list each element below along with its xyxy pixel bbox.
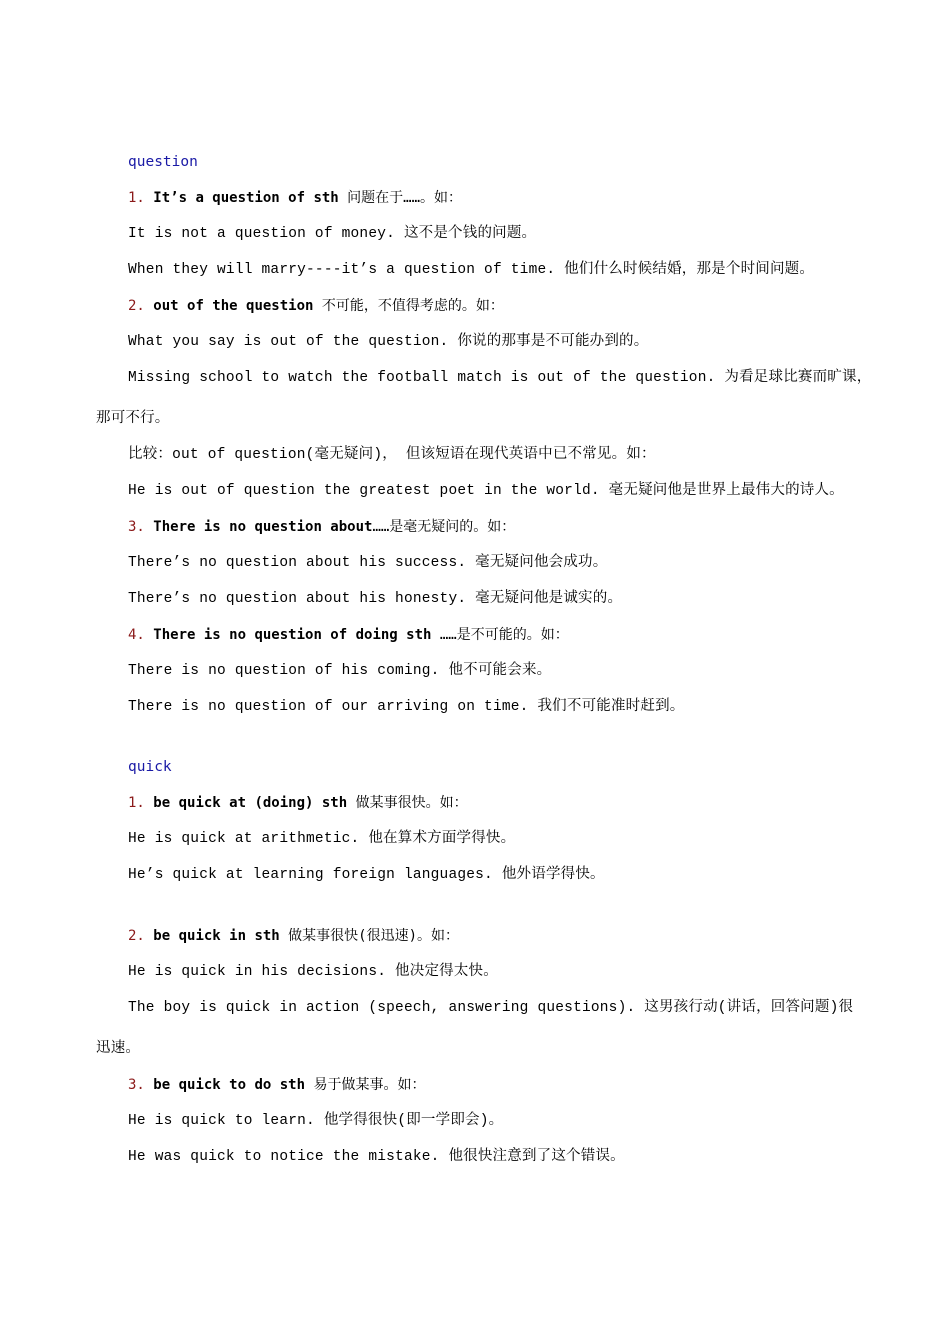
entry-meaning: 做某事很快。如： <box>347 795 468 811</box>
entry-quick-3 <box>128 1075 868 1095</box>
example-sentence: When they will marry----it’s a question of time. 他们什么时候结婚，那是个时间问题。 <box>128 262 815 278</box>
example-sentence: There’s no question about his honesty. 毫无疑问他是诚实的。 <box>128 591 623 607</box>
entry-question-2 <box>128 296 868 316</box>
entry-quick-2 <box>128 926 868 946</box>
example-sentence-continuation: 那可不行。 <box>96 411 170 427</box>
entry-number: 2. <box>128 928 145 944</box>
example-sentence: He is quick in his decisions. 他决定得太快。 <box>128 964 498 980</box>
compare-note: 比较：out of question(毫无疑问)， 但该短语在现代英语中已不常见。如： <box>128 447 656 463</box>
entry-phrase: There is no question of doing sth <box>153 627 432 643</box>
entry-meaning: 易于做某事。如： <box>305 1077 426 1093</box>
section-title-question: question <box>128 154 198 170</box>
entry-number: 1. <box>128 190 145 206</box>
entry-number: 3. <box>128 519 145 535</box>
entry-number: 2. <box>128 298 145 314</box>
entry-phrase: be quick at (doing) sth <box>153 795 348 811</box>
entry-meaning: 不可能，不值得考虑的。如： <box>313 298 504 314</box>
entry-phrase: be quick to do sth <box>153 1077 306 1093</box>
example-sentence: Missing school to watch the football match is out of the question. 为看足球比赛而旷课， <box>128 370 872 386</box>
example-sentence: What you say is out of the question. 你说的那事是不可能办到的。 <box>128 334 649 350</box>
example-sentence: He is quick to learn. 他学得很快(即一学即会)。 <box>128 1113 504 1129</box>
example-sentence: He’s quick at learning foreign languages. 他外语学得快。 <box>128 867 605 883</box>
example-sentence: He is quick at arithmetic. 他在算术方面学得快。 <box>128 831 516 847</box>
entry-question-4 <box>128 625 868 645</box>
section-title-quick: quick <box>128 759 172 775</box>
example-sentence: The boy is quick in action (speech, answering questions). 这男孩行动(讲话，回答问题)很 <box>128 1000 854 1016</box>
example-sentence: It is not a question of money. 这不是个钱的问题。 <box>128 226 537 242</box>
entry-meaning: ……是不可能的。如： <box>431 627 569 643</box>
entry-meaning: 做某事很快(很迅速)。如： <box>279 928 460 944</box>
example-sentence: There’s no question about his success. 毫无疑问他会成功。 <box>128 555 608 571</box>
entry-phrase: be quick in sth <box>153 928 280 944</box>
example-sentence: There is no question of his coming. 他不可能会来。 <box>128 663 552 679</box>
entry-meaning: ……是毫无疑问的。如： <box>372 519 516 535</box>
entry-question-3 <box>128 517 868 537</box>
entry-phrase: It’s a question of sth <box>153 190 339 206</box>
example-sentence: He is out of question the greatest poet in the world. 毫无疑问他是世界上最伟大的诗人。 <box>128 483 844 499</box>
example-sentence: He was quick to notice the mistake. 他很快注意到了这个错误。 <box>128 1149 625 1165</box>
entry-number: 4. <box>128 627 145 643</box>
entry-question-1 <box>128 188 868 208</box>
entry-number: 1. <box>128 795 145 811</box>
entry-number: 3. <box>128 1077 145 1093</box>
entry-phrase: There is no question about <box>153 519 373 535</box>
entry-meaning: 问题在于……。如： <box>338 190 463 206</box>
example-sentence: There is no question of our arriving on time. 我们不可能准时赶到。 <box>128 699 685 715</box>
example-sentence-continuation: 迅速。 <box>96 1041 141 1057</box>
entry-phrase: out of the question <box>153 298 314 314</box>
entry-quick-1 <box>128 793 868 813</box>
